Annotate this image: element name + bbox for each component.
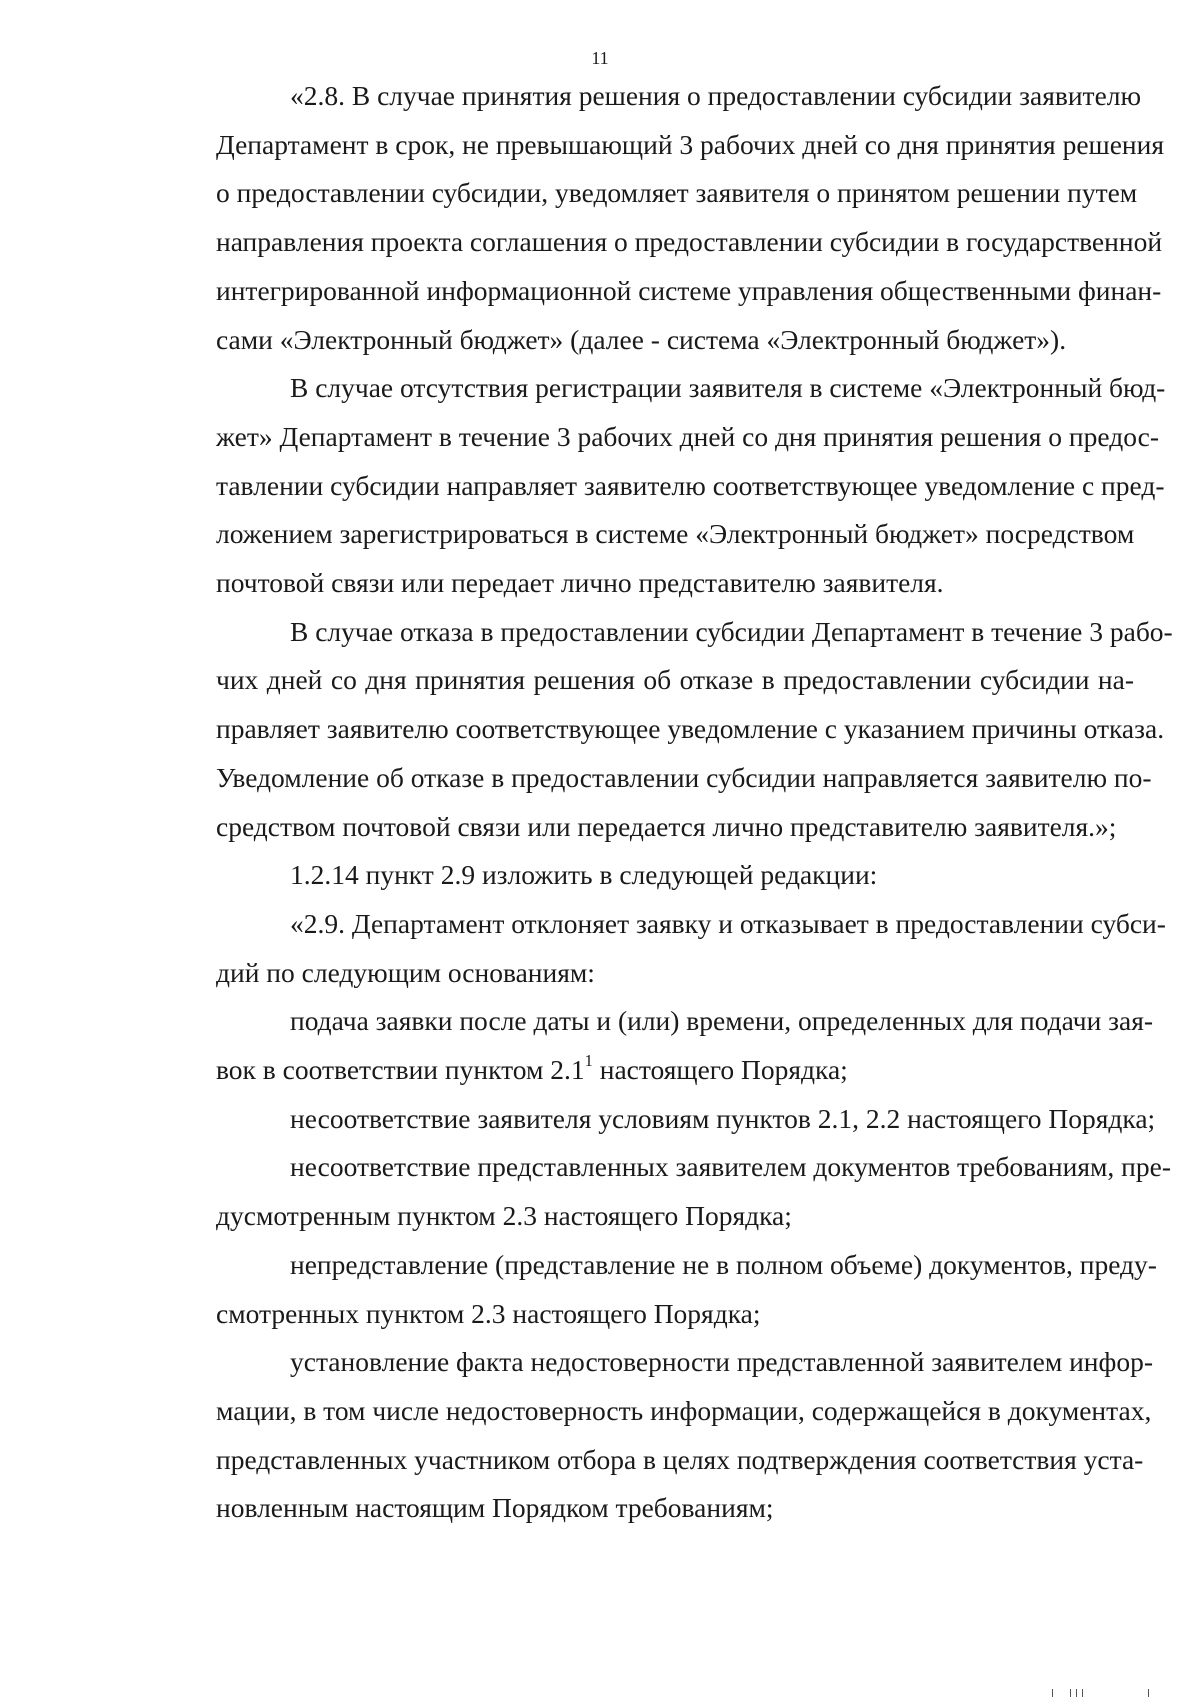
paragraph-late-submission (142, 997, 1154, 1094)
paragraph-1-2-14 (142, 851, 1134, 900)
text-line (142, 1046, 1134, 1095)
paragraph-missing-documents (142, 1241, 1157, 1338)
text-line: В случае отсутствия регистрации заявителя в системе «Электронный бюд- (290, 372, 1166, 404)
paragraph-no-registration (142, 364, 1166, 608)
text-line: подача заявки после даты и (или) времени, определенных для подачи зая- (290, 1005, 1154, 1037)
paragraph-refusal (142, 608, 1173, 852)
text-line: Департамент в срок, не превышающий 3 рабочих дней со дня принятия решения (216, 128, 1164, 160)
text-line: ложением зарегистрироваться в системе «Электронный бюджет» посредством (216, 518, 1135, 550)
text-line: направления проекта соглашения о предоставлении субсидии в государственной (216, 226, 1163, 258)
text-line: представленных участником отбора в целях подтверждения соответствия уста- (216, 1443, 1144, 1475)
text-line: новленным настоящим Порядком требованиям; (216, 1492, 774, 1524)
scan-marks (1040, 1682, 1180, 1697)
text-line: непредставление (представление не в полном объеме) документов, преду- (290, 1248, 1157, 1280)
text-line: дусмотренным пунктом 2.3 настоящего Порядка; (216, 1200, 792, 1232)
text-segment: вок в соответствии пунктом 2.1 (216, 1054, 585, 1086)
text-line: жет» Департамент в течение 3 рабочих дней со дня принятия решения о предос- (216, 420, 1160, 452)
text-line: В случае отказа в предоставлении субсидии Департамент в течение 3 рабо- (290, 615, 1173, 647)
paragraph-2-9 (142, 900, 1166, 997)
text-line: дий по следующим основаниям: (216, 956, 595, 988)
text-line: тавлении субсидии направляет заявителю соответствующее уведомление с пред- (216, 469, 1165, 501)
text-line: мации, в том числе недостоверность информации, содержащейся в документах, (216, 1394, 1152, 1426)
text-line: Уведомление об отказе в предоставлении субсидии направляется заявителю по- (216, 761, 1152, 793)
text-line: несоответствие заявителя условиям пунктов 2.1, 2.2 настоящего Порядка; (290, 1102, 1156, 1134)
text-line: установление факта недостоверности представленной заявителем инфор- (290, 1346, 1154, 1378)
text-line: сами «Электронный бюджет» (далее - система «Электронный бюджет»). (216, 323, 1067, 355)
text-line: о предоставлении субсидии, уведомляет заявителя о принятом решении путем (216, 177, 1138, 209)
text-line: правляет заявителю соответствующее уведомление с указанием причины отказа. (216, 713, 1165, 745)
text-line: «2.8. В случае принятия решения о предоставлении субсидии заявителю (290, 80, 1142, 111)
paragraph-nonconformity-documents (142, 1143, 1171, 1240)
text-line: несоответствие представленных заявителем документов требованиям, пре- (290, 1151, 1171, 1183)
superscript: 1 (584, 1051, 593, 1071)
text-line: «2.9. Департамент отклоняет заявку и отказывает в предоставлении субси- (290, 907, 1166, 939)
text-line: интегрированной информационной системе управления общественными финан- (216, 274, 1162, 306)
paragraph-nonconformity-conditions (142, 1095, 1156, 1144)
paragraph-false-information (142, 1338, 1154, 1533)
paragraph-2-8 (142, 72, 1164, 364)
text-line: смотренных пунктом 2.3 настоящего Порядка; (216, 1297, 761, 1329)
document-body (142, 72, 1173, 1533)
text-line: почтовой связи или передает лично представителю заявителя. (216, 567, 944, 599)
text-line: чих дней со дня принятия решения об отказе в предоставлении субсидии на- (216, 664, 1134, 696)
page-number: 11 (591, 48, 609, 68)
text-line: 1.2.14 пункт 2.9 изложить в следующей редакции: (290, 859, 878, 891)
text-segment: настоящего Порядка; (592, 1054, 848, 1086)
text-line: средством почтовой связи или передается лично представителю заявителя.»; (216, 810, 1117, 842)
